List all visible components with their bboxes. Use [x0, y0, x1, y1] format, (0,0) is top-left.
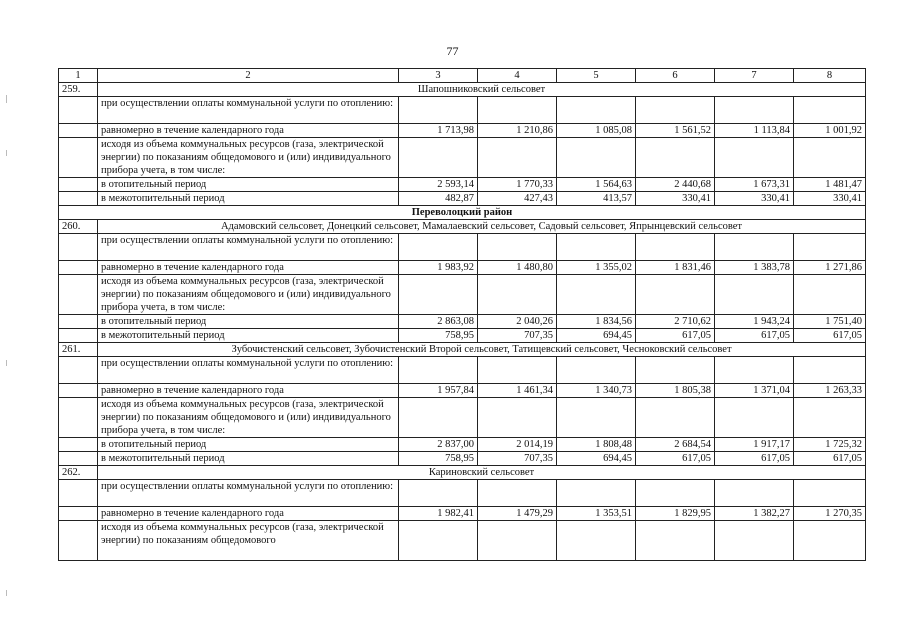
- row-description: исходя из объема коммунальных ресурсов (газа, электрической энергии) по показаниям общедомового и (или) индивидуального прибора учета, в том числе:: [98, 398, 399, 438]
- row-description: исходя из объема коммунальных ресурсов (газа, электрической энергии) по показаниям общедомового и (или) индивидуального прибора учета, в том числе:: [98, 275, 399, 315]
- value-cell: 1 834,56: [557, 315, 636, 329]
- value-cell: 617,05: [715, 452, 794, 466]
- value-cell: [794, 398, 866, 438]
- empty-cell: [59, 178, 98, 192]
- empty-cell: [59, 507, 98, 521]
- value-cell: [478, 234, 557, 261]
- scan-margin-mark: [6, 590, 7, 596]
- value-cell: [557, 234, 636, 261]
- value-cell: [636, 357, 715, 384]
- row-description: в отопительный период: [98, 438, 399, 452]
- value-cell: 1 001,92: [794, 124, 866, 138]
- value-cell: [478, 97, 557, 124]
- empty-cell: [59, 384, 98, 398]
- column-header: 4: [478, 69, 557, 83]
- row-description: в межотопительный период: [98, 329, 399, 343]
- section-number: 259.: [59, 83, 98, 97]
- value-cell: 617,05: [794, 452, 866, 466]
- row-description: в межотопительный период: [98, 192, 399, 206]
- value-cell: [557, 521, 636, 561]
- value-cell: [399, 480, 478, 507]
- value-cell: [478, 275, 557, 315]
- value-cell: 330,41: [794, 192, 866, 206]
- section-number: 260.: [59, 220, 98, 234]
- empty-cell: [59, 192, 98, 206]
- row-description: равномерно в течение календарного года: [98, 261, 399, 275]
- value-cell: 707,35: [478, 452, 557, 466]
- table-row: [59, 261, 866, 275]
- value-cell: 1 561,52: [636, 124, 715, 138]
- value-cell: [478, 521, 557, 561]
- value-cell: [715, 97, 794, 124]
- value-cell: 1 982,41: [399, 507, 478, 521]
- section-title: Зубочистенский сельсовет, Зубочистенский Второй сельсовет, Татищевский сельсовет, Чесноковский сельсовет: [98, 343, 866, 357]
- table-row: [59, 329, 866, 343]
- value-cell: 1 713,98: [399, 124, 478, 138]
- value-cell: 1 943,24: [715, 315, 794, 329]
- value-cell: 2 710,62: [636, 315, 715, 329]
- value-cell: 2 014,19: [478, 438, 557, 452]
- value-cell: [399, 234, 478, 261]
- column-header: 6: [636, 69, 715, 83]
- value-cell: [399, 521, 478, 561]
- table-row: [59, 275, 866, 315]
- value-cell: 1 917,17: [715, 438, 794, 452]
- value-cell: 758,95: [399, 329, 478, 343]
- value-cell: 1 751,40: [794, 315, 866, 329]
- table-row: [59, 178, 866, 192]
- scan-margin-mark: [6, 360, 7, 366]
- value-cell: 482,87: [399, 192, 478, 206]
- value-cell: [557, 97, 636, 124]
- value-cell: [715, 138, 794, 178]
- value-cell: [478, 138, 557, 178]
- value-cell: 1 481,47: [794, 178, 866, 192]
- table-row: [59, 192, 866, 206]
- table-row: [59, 138, 866, 178]
- value-cell: 413,57: [557, 192, 636, 206]
- value-cell: [636, 138, 715, 178]
- value-cell: [794, 97, 866, 124]
- value-cell: [715, 234, 794, 261]
- value-cell: 330,41: [715, 192, 794, 206]
- value-cell: [794, 275, 866, 315]
- district-title: Переволоцкий район: [59, 206, 866, 220]
- table-row: [59, 452, 866, 466]
- value-cell: [399, 138, 478, 178]
- table-row: [59, 97, 866, 124]
- value-cell: 1 383,78: [715, 261, 794, 275]
- column-header: 3: [399, 69, 478, 83]
- value-cell: [557, 357, 636, 384]
- table-row: [59, 438, 866, 452]
- empty-cell: [59, 329, 98, 343]
- value-cell: 427,43: [478, 192, 557, 206]
- value-cell: 1 382,27: [715, 507, 794, 521]
- value-cell: 1 355,02: [557, 261, 636, 275]
- value-cell: 1 480,80: [478, 261, 557, 275]
- value-cell: [557, 275, 636, 315]
- table-row: [59, 521, 866, 561]
- value-cell: 1 263,33: [794, 384, 866, 398]
- page-number: 77: [446, 44, 459, 58]
- value-cell: 1 461,34: [478, 384, 557, 398]
- value-cell: 1 479,29: [478, 507, 557, 521]
- column-header: 8: [794, 69, 866, 83]
- empty-cell: [59, 275, 98, 315]
- section-number: 261.: [59, 343, 98, 357]
- column-header: 1: [59, 69, 98, 83]
- value-cell: [636, 398, 715, 438]
- value-cell: 694,45: [557, 329, 636, 343]
- value-cell: 1 829,95: [636, 507, 715, 521]
- value-cell: [636, 275, 715, 315]
- value-cell: 1 113,84: [715, 124, 794, 138]
- value-cell: 2 593,14: [399, 178, 478, 192]
- value-cell: [715, 480, 794, 507]
- table-row: [59, 124, 866, 138]
- section-title: Кариновский сельсовет: [98, 466, 866, 480]
- value-cell: 1 340,73: [557, 384, 636, 398]
- value-cell: [478, 398, 557, 438]
- value-cell: 1 808,48: [557, 438, 636, 452]
- value-cell: [478, 480, 557, 507]
- value-cell: 707,35: [478, 329, 557, 343]
- value-cell: [399, 398, 478, 438]
- row-description: исходя из объема коммунальных ресурсов (газа, электрической энергии) по показаниям общедомового: [98, 521, 399, 561]
- value-cell: 1 271,86: [794, 261, 866, 275]
- value-cell: 617,05: [636, 452, 715, 466]
- row-description: в межотопительный период: [98, 452, 399, 466]
- scan-margin-mark: [6, 150, 7, 156]
- value-cell: [715, 275, 794, 315]
- row-description: равномерно в течение календарного года: [98, 507, 399, 521]
- section-title: Адамовский сельсовет, Донецкий сельсовет, Мамалаевский сельсовет, Садовый сельсовет, Япрынцевский сельсовет: [98, 220, 866, 234]
- table-row: [59, 234, 866, 261]
- value-cell: 1 673,31: [715, 178, 794, 192]
- value-cell: 1 983,92: [399, 261, 478, 275]
- section-row: [59, 343, 866, 357]
- section-row: [59, 220, 866, 234]
- row-description: исходя из объема коммунальных ресурсов (газа, электрической энергии) по показаниям общедомового и (или) индивидуального прибора учета, в том числе:: [98, 138, 399, 178]
- header-row: [59, 69, 866, 83]
- value-cell: 2 440,68: [636, 178, 715, 192]
- table-row: [59, 398, 866, 438]
- empty-cell: [59, 97, 98, 124]
- empty-cell: [59, 124, 98, 138]
- value-cell: [715, 521, 794, 561]
- empty-cell: [59, 438, 98, 452]
- row-description: в отопительный период: [98, 315, 399, 329]
- value-cell: 2 837,00: [399, 438, 478, 452]
- table-row: [59, 507, 866, 521]
- value-cell: [478, 357, 557, 384]
- value-cell: [636, 97, 715, 124]
- value-cell: 1 085,08: [557, 124, 636, 138]
- column-header: 7: [715, 69, 794, 83]
- section-number: 262.: [59, 466, 98, 480]
- table-row: [59, 384, 866, 398]
- value-cell: [715, 357, 794, 384]
- value-cell: 617,05: [794, 329, 866, 343]
- value-cell: [636, 521, 715, 561]
- value-cell: [715, 398, 794, 438]
- row-description: при осуществлении оплаты коммунальной услуги по отоплению:: [98, 480, 399, 507]
- table-row: [59, 357, 866, 384]
- value-cell: 1 371,04: [715, 384, 794, 398]
- value-cell: [636, 480, 715, 507]
- row-description: при осуществлении оплаты коммунальной услуги по отоплению:: [98, 97, 399, 124]
- value-cell: 1 210,86: [478, 124, 557, 138]
- value-cell: 1 725,32: [794, 438, 866, 452]
- value-cell: 1 805,38: [636, 384, 715, 398]
- empty-cell: [59, 398, 98, 438]
- value-cell: [399, 97, 478, 124]
- value-cell: 1 957,84: [399, 384, 478, 398]
- value-cell: [557, 398, 636, 438]
- empty-cell: [59, 234, 98, 261]
- row-description: равномерно в течение календарного года: [98, 124, 399, 138]
- value-cell: 694,45: [557, 452, 636, 466]
- value-cell: 1 831,46: [636, 261, 715, 275]
- value-cell: 1 770,33: [478, 178, 557, 192]
- value-cell: [794, 234, 866, 261]
- value-cell: [794, 138, 866, 178]
- empty-cell: [59, 315, 98, 329]
- empty-cell: [59, 452, 98, 466]
- value-cell: 1 564,63: [557, 178, 636, 192]
- row-description: в отопительный период: [98, 178, 399, 192]
- value-cell: 2 863,08: [399, 315, 478, 329]
- empty-cell: [59, 521, 98, 561]
- value-cell: [557, 138, 636, 178]
- row-description: при осуществлении оплаты коммунальной услуги по отоплению:: [98, 357, 399, 384]
- value-cell: 2 040,26: [478, 315, 557, 329]
- value-cell: [557, 480, 636, 507]
- tariff-table: [58, 68, 866, 561]
- value-cell: 1 353,51: [557, 507, 636, 521]
- row-description: при осуществлении оплаты коммунальной услуги по отоплению:: [98, 234, 399, 261]
- table-row: [59, 480, 866, 507]
- table-body: [59, 69, 866, 561]
- empty-cell: [59, 480, 98, 507]
- section-row: [59, 83, 866, 97]
- district-row: [59, 206, 866, 220]
- value-cell: 617,05: [636, 329, 715, 343]
- section-title: Шапошниковский сельсовет: [98, 83, 866, 97]
- section-row: [59, 466, 866, 480]
- table-row: [59, 315, 866, 329]
- value-cell: 1 270,35: [794, 507, 866, 521]
- value-cell: [399, 275, 478, 315]
- row-description: равномерно в течение календарного года: [98, 384, 399, 398]
- value-cell: 2 684,54: [636, 438, 715, 452]
- empty-cell: [59, 261, 98, 275]
- scan-margin-mark: [6, 95, 7, 103]
- column-header: 5: [557, 69, 636, 83]
- value-cell: [794, 357, 866, 384]
- empty-cell: [59, 357, 98, 384]
- value-cell: 617,05: [715, 329, 794, 343]
- value-cell: [794, 480, 866, 507]
- column-header: 2: [98, 69, 399, 83]
- value-cell: [399, 357, 478, 384]
- empty-cell: [59, 138, 98, 178]
- value-cell: 758,95: [399, 452, 478, 466]
- value-cell: [794, 521, 866, 561]
- value-cell: 330,41: [636, 192, 715, 206]
- value-cell: [636, 234, 715, 261]
